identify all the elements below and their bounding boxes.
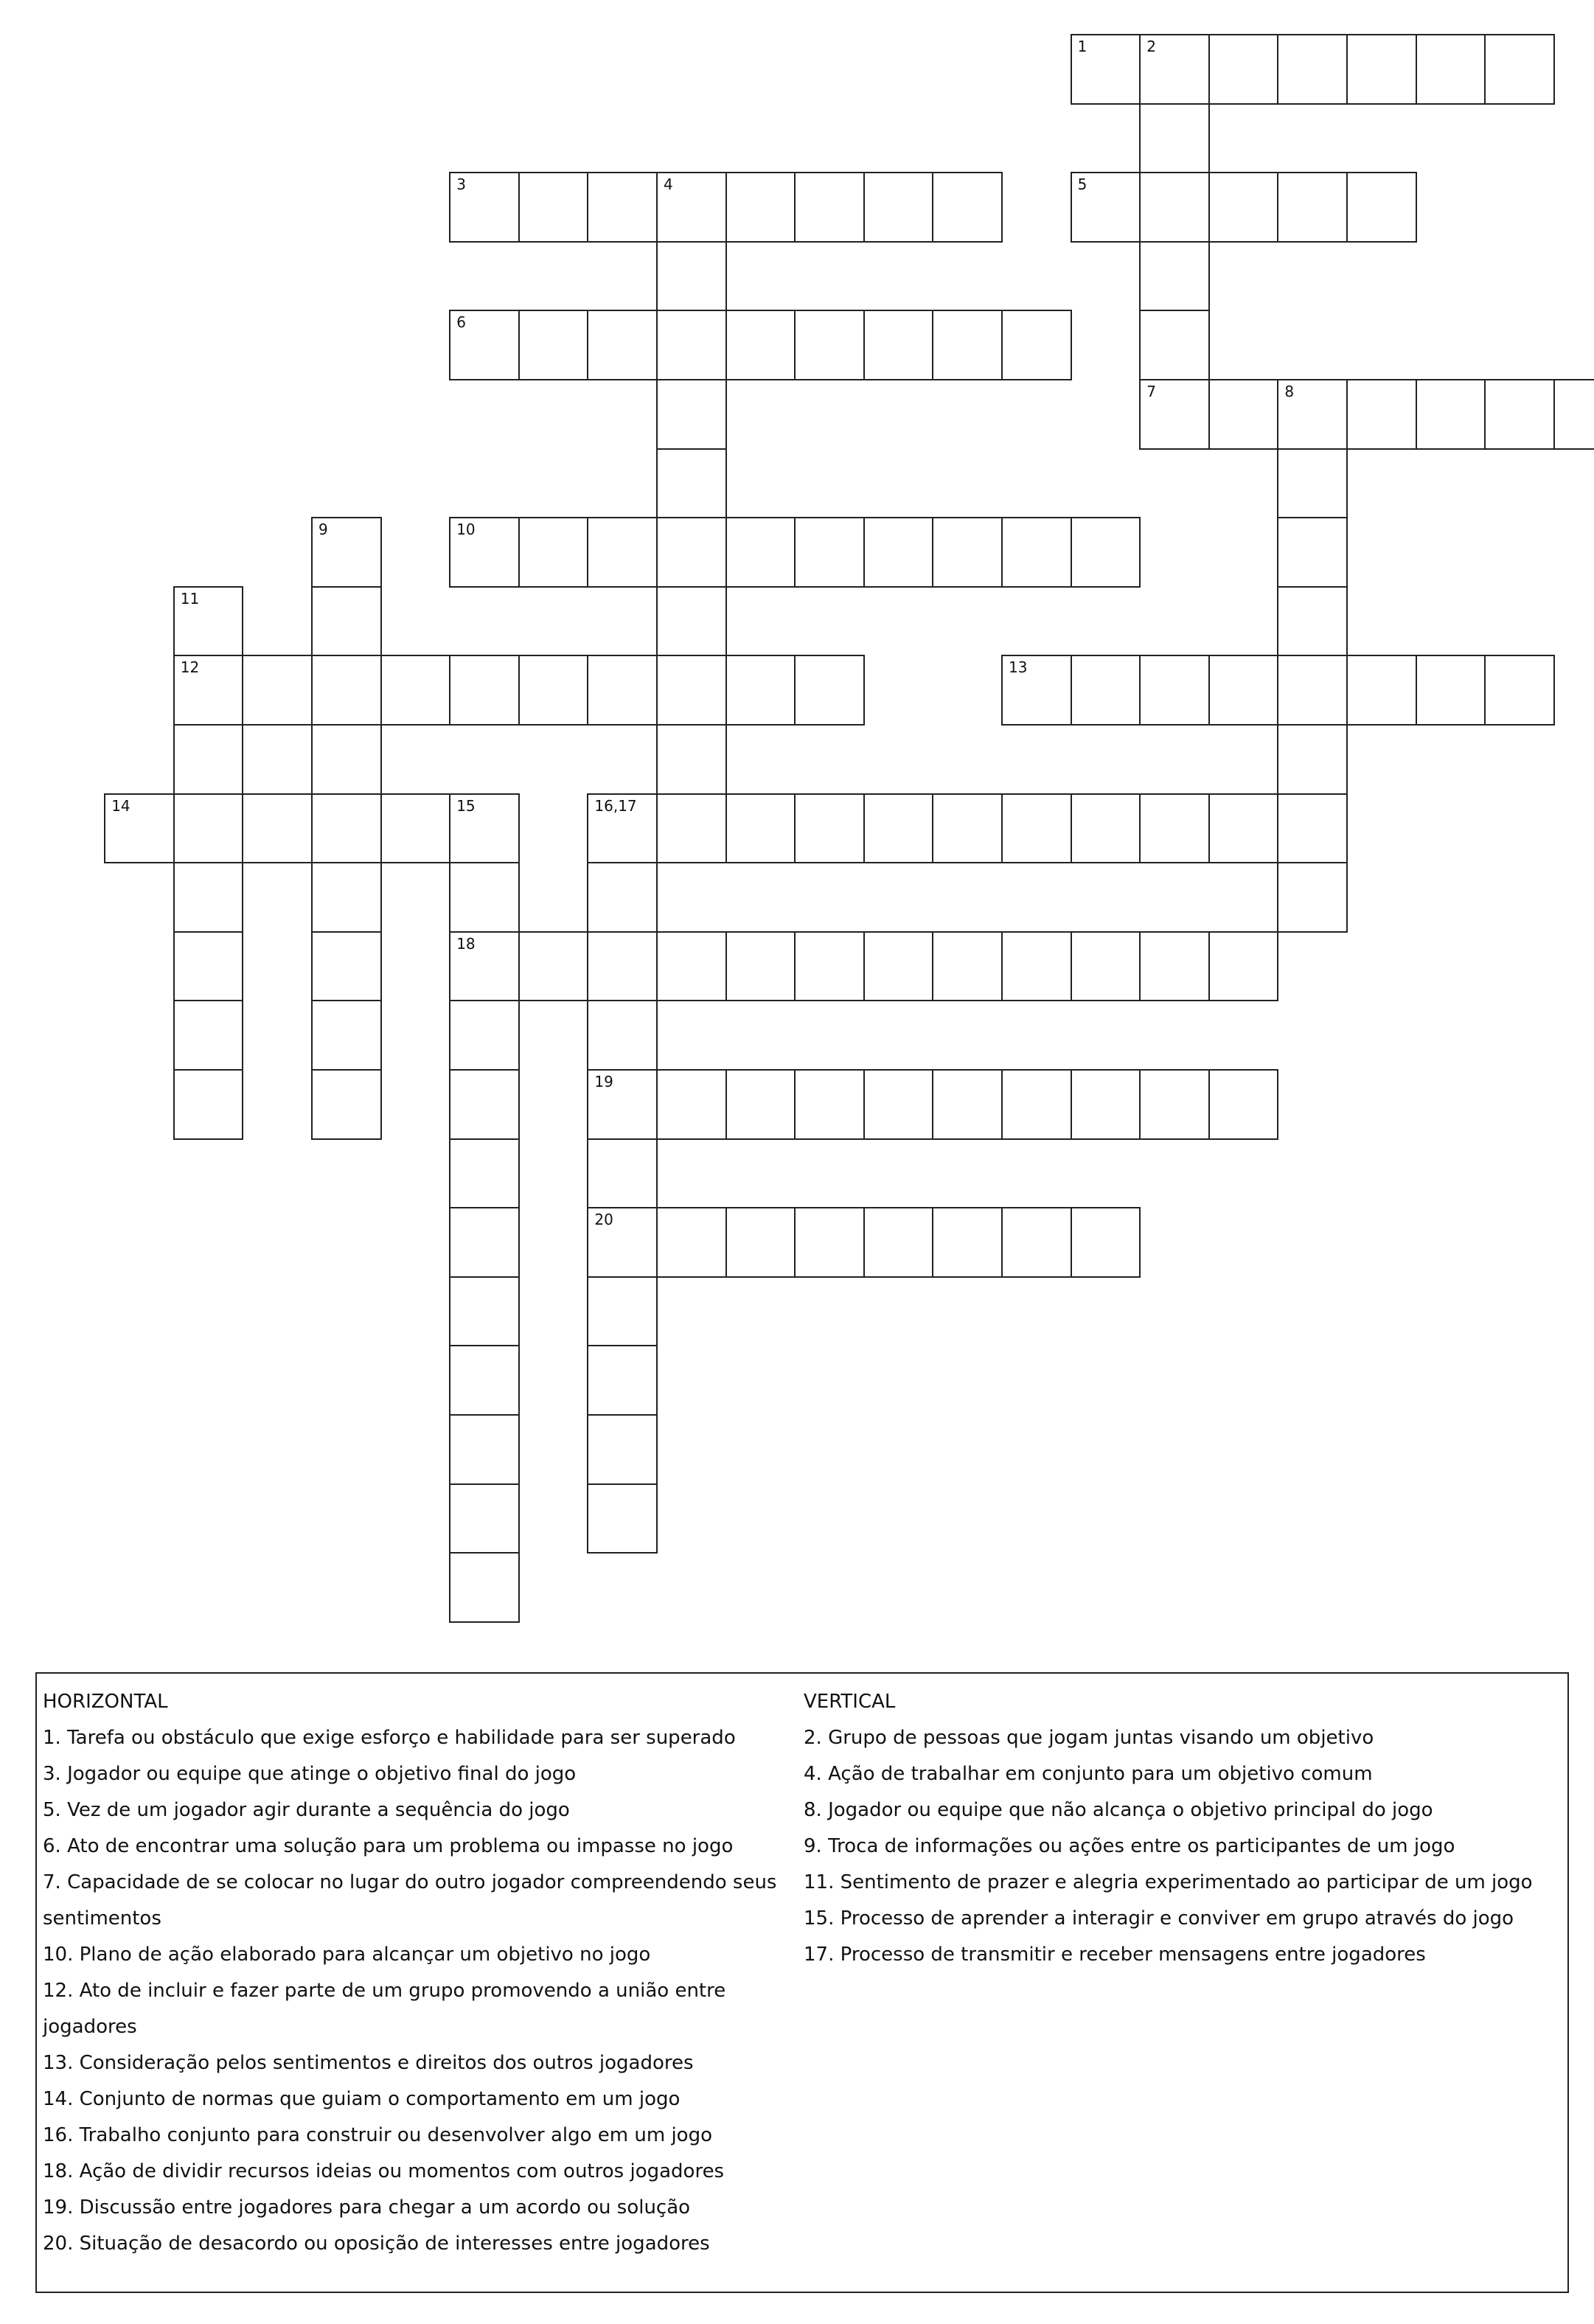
crossword-cell[interactable] [725, 310, 796, 380]
horizontal-clue: 20. Situação de desacordo ou oposição de interesses entre jogadores [43, 2233, 710, 2255]
crossword-cell[interactable] [725, 172, 796, 243]
crossword-cell[interactable] [380, 793, 451, 864]
crossword-cell[interactable] [794, 310, 865, 380]
crossword-cell[interactable] [311, 655, 382, 726]
crossword-cell[interactable] [656, 1069, 727, 1140]
horizontal-clues-column [43, 1684, 802, 2262]
clue-number: 13 [1009, 658, 1028, 677]
crossword-cell[interactable] [518, 172, 589, 243]
crossword-cell[interactable] [587, 310, 658, 380]
crossword-cell[interactable] [449, 517, 520, 588]
crossword-cell[interactable] [656, 655, 727, 726]
crossword-cell[interactable] [449, 655, 520, 726]
crossword-cell[interactable] [1071, 517, 1141, 588]
crossword-cell[interactable] [104, 793, 175, 864]
clue-number: 11 [180, 589, 200, 608]
crossword-cell[interactable] [863, 517, 934, 588]
clue-number: 18 [456, 934, 476, 953]
vertical-clues-column [804, 1684, 1563, 1973]
horizontal-clue: 1. Tarefa ou obstáculo que exige esforço e habilidade para ser superado [43, 1727, 736, 1749]
vertical-clue: 17. Processo de transmitir e receber mensagens entre jogadores [804, 1944, 1426, 1966]
crossword-cell[interactable] [173, 793, 244, 864]
crossword-cell[interactable] [518, 655, 589, 726]
crossword-cell[interactable] [311, 724, 382, 795]
crossword-cell[interactable] [1277, 655, 1348, 726]
crossword-cell[interactable] [311, 931, 382, 1002]
crossword-cell[interactable] [1484, 379, 1555, 450]
crossword-cell[interactable] [932, 310, 1003, 380]
crossword-cell[interactable] [932, 517, 1003, 588]
clue-number: 3 [456, 175, 466, 194]
crossword-cell[interactable] [1277, 34, 1348, 105]
horizontal-clue: 19. Discussão entre jogadores para chegar a um acordo ou solução [43, 2196, 691, 2219]
crossword-cell[interactable] [587, 172, 658, 243]
crossword-cell[interactable] [173, 931, 244, 1002]
clue-number: 9 [319, 521, 328, 539]
clue-number: 12 [180, 658, 200, 677]
crossword-cell[interactable] [1139, 34, 1210, 105]
crossword-cell[interactable] [1484, 34, 1555, 105]
crossword-cell[interactable] [173, 586, 244, 657]
horizontal-clue: sentimentos [43, 1907, 161, 1930]
crossword-cell[interactable] [380, 655, 451, 726]
crossword-cell[interactable] [1208, 931, 1279, 1002]
clue-number: 14 [111, 796, 130, 815]
crossword-cell[interactable] [1277, 793, 1348, 864]
horizontal-clue: 10. Plano de ação elaborado para alcançar um objetivo no jogo [43, 1944, 651, 1966]
crossword-cell[interactable] [1553, 379, 1594, 450]
crossword-cell[interactable] [1001, 655, 1072, 726]
clue-number: 4 [664, 175, 673, 194]
crossword-cell[interactable] [1071, 172, 1141, 243]
crossword-cell[interactable] [794, 172, 865, 243]
crossword-cell[interactable] [863, 1207, 934, 1278]
vertical-clue: 2. Grupo de pessoas que jogam juntas visando um objetivo [804, 1727, 1374, 1749]
crossword-cell[interactable] [656, 793, 727, 864]
crossword-cell[interactable] [1346, 34, 1417, 105]
crossword-cell[interactable] [587, 1000, 658, 1071]
crossword-cell[interactable] [587, 1414, 658, 1485]
crossword-cell[interactable] [311, 1069, 382, 1140]
clue-number: 20 [594, 1211, 613, 1229]
crossword-cell[interactable] [173, 1069, 244, 1140]
crossword-cell[interactable] [1346, 172, 1417, 243]
crossword-cell[interactable] [656, 931, 727, 1002]
crossword-cell[interactable] [725, 1069, 796, 1140]
crossword-cell[interactable] [518, 310, 589, 380]
horizontal-clue: 14. Conjunto de normas que guiam o comportamento em um jogo [43, 2088, 681, 2110]
crossword-cell[interactable] [1071, 34, 1141, 105]
crossword-cell[interactable] [794, 1069, 865, 1140]
vertical-clue: 8. Jogador ou equipe que não alcança o objetivo principal do jogo [804, 1799, 1433, 1821]
crossword-cell[interactable] [1277, 448, 1348, 519]
crossword-cell[interactable] [449, 793, 520, 864]
crossword-cell[interactable] [587, 1345, 658, 1416]
crossword-cell[interactable] [1416, 655, 1486, 726]
crossword-cell[interactable] [932, 793, 1003, 864]
crossword-cell[interactable] [1277, 379, 1348, 450]
crossword-cell[interactable] [1416, 34, 1486, 105]
crossword-cell[interactable] [1139, 379, 1210, 450]
crossword-cell[interactable] [311, 1000, 382, 1071]
crossword-cell[interactable] [587, 655, 658, 726]
vertical-clue: 9. Troca de informações ou ações entre os participantes de um jogo [804, 1835, 1455, 1857]
crossword-cell[interactable] [311, 793, 382, 864]
crossword-cell[interactable] [587, 1138, 658, 1209]
crossword-cell[interactable] [656, 241, 727, 312]
crossword-cell[interactable] [587, 1207, 658, 1278]
crossword-cell[interactable] [449, 310, 520, 380]
crossword-cell[interactable] [587, 931, 658, 1002]
horizontal-clue: 16. Trabalho conjunto para construir ou desenvolver algo em um jogo [43, 2124, 712, 2146]
crossword-cell[interactable] [1208, 1069, 1279, 1140]
clue-number: 15 [456, 796, 476, 815]
crossword-cell[interactable] [1139, 655, 1210, 726]
crossword-cell[interactable] [725, 517, 796, 588]
crossword-cell[interactable] [1071, 793, 1141, 864]
crossword-cell[interactable] [1208, 655, 1279, 726]
horizontal-clue: 18. Ação de dividir recursos ideias ou momentos com outros jogadores [43, 2160, 725, 2182]
crossword-cell[interactable] [1484, 655, 1555, 726]
crossword-cell[interactable] [449, 1069, 520, 1140]
crossword-cell[interactable] [725, 655, 796, 726]
crossword-cell[interactable] [863, 1069, 934, 1140]
crossword-cell[interactable] [1139, 931, 1210, 1002]
crossword-cell[interactable] [242, 793, 313, 864]
horizontal-clue: 5. Vez de um jogador agir durante a sequência do jogo [43, 1799, 570, 1821]
horizontal-clue: 7. Capacidade de se colocar no lugar do outro jogador compreendendo seus [43, 1871, 777, 1893]
crossword-cell[interactable] [725, 793, 796, 864]
crossword-cell[interactable] [863, 793, 934, 864]
crossword-cell[interactable] [587, 1483, 658, 1554]
crossword-cell[interactable] [1001, 517, 1072, 588]
crossword-cell[interactable] [1139, 310, 1210, 380]
clue-number: 10 [456, 521, 476, 539]
vertical-clue: 15. Processo de aprender a interagir e conviver em grupo através do jogo [804, 1907, 1514, 1930]
crossword-cell[interactable] [1001, 931, 1072, 1002]
crossword-cell[interactable] [1071, 655, 1141, 726]
crossword-cell[interactable] [1416, 379, 1486, 450]
crossword-cell[interactable] [449, 1345, 520, 1416]
crossword-cell[interactable] [587, 793, 658, 864]
crossword-cell[interactable] [1277, 517, 1348, 588]
crossword-cell[interactable] [656, 172, 727, 243]
horizontal-clue: 6. Ato de encontrar uma solução para um problema ou impasse no jogo [43, 1835, 734, 1857]
crossword-cell[interactable] [311, 586, 382, 657]
clue-number: 7 [1146, 383, 1156, 400]
crossword-cell[interactable] [1139, 103, 1210, 174]
crossword-cell[interactable] [449, 1000, 520, 1071]
crossword-cell[interactable] [1208, 379, 1279, 450]
crossword-cell[interactable] [518, 517, 589, 588]
crossword-cell[interactable] [863, 310, 934, 380]
crossword-cell[interactable] [656, 724, 727, 795]
crossword-cell[interactable] [449, 931, 520, 1002]
crossword-cell[interactable] [449, 1552, 520, 1623]
clue-number: 19 [594, 1073, 613, 1090]
clue-number: 6 [456, 313, 466, 332]
crossword-cell[interactable] [1277, 172, 1348, 243]
crossword-cell[interactable] [1346, 379, 1417, 450]
crossword-cell[interactable] [173, 1000, 244, 1071]
clue-number: 5 [1077, 175, 1087, 194]
crossword-cell[interactable] [656, 379, 727, 450]
crossword-cell[interactable] [587, 862, 658, 933]
vertical-clue: 11. Sentimento de prazer e alegria experimentado ao participar de um jogo [804, 1871, 1533, 1893]
crossword-cell[interactable] [1139, 241, 1210, 312]
crossword-cell[interactable] [587, 517, 658, 588]
clue-number: 8 [1284, 383, 1295, 400]
crossword-cell[interactable] [1139, 793, 1210, 864]
crossword-cell[interactable] [1208, 793, 1279, 864]
crossword-cell[interactable] [932, 1207, 1003, 1278]
crossword-cell[interactable] [725, 931, 796, 1002]
crossword-cell[interactable] [1208, 34, 1279, 105]
crossword-cell[interactable] [173, 862, 244, 933]
crossword-cell[interactable] [656, 1207, 727, 1278]
crossword-cell[interactable] [725, 1207, 796, 1278]
vertical-clue: 4. Ação de trabalhar em conjunto para um objetivo comum [804, 1763, 1373, 1785]
crossword-cell[interactable] [1277, 586, 1348, 657]
horizontal-clue: 12. Ato de incluir e fazer parte de um grupo promovendo a união entre [43, 1980, 726, 2002]
crossword-cell[interactable] [1208, 172, 1279, 243]
crossword-cell[interactable] [449, 1207, 520, 1278]
crossword-cell[interactable] [449, 1414, 520, 1485]
crossword-cell[interactable] [863, 931, 934, 1002]
crossword-cell[interactable] [173, 655, 244, 726]
crossword-cell[interactable] [1277, 862, 1348, 933]
crossword-cell[interactable] [656, 586, 727, 657]
crossword-cell[interactable] [1346, 655, 1417, 726]
crossword-cell[interactable] [932, 931, 1003, 1002]
clue-number: 2 [1146, 38, 1156, 55]
crossword-cell[interactable] [794, 517, 865, 588]
crossword-cell[interactable] [656, 310, 727, 380]
crossword-cell[interactable] [794, 1207, 865, 1278]
crossword-cell[interactable] [932, 172, 1003, 243]
crossword-cell[interactable] [242, 655, 313, 726]
clue-number: 1 [1077, 38, 1087, 55]
crossword-cell[interactable] [449, 1138, 520, 1209]
crossword-cell[interactable] [794, 931, 865, 1002]
crossword-cell[interactable] [311, 517, 382, 588]
crossword-cell[interactable] [449, 1483, 520, 1554]
crossword-cell[interactable] [1001, 1069, 1072, 1140]
crossword-cell[interactable] [794, 793, 865, 864]
crossword-cell[interactable] [1071, 1069, 1141, 1140]
horizontal-clue: jogadores [43, 2016, 137, 2038]
clue-number: 16,17 [594, 796, 637, 815]
crossword-cell[interactable] [1071, 1207, 1141, 1278]
clues-panel [35, 1672, 1569, 2293]
vertical-heading: VERTICAL [804, 1691, 896, 1713]
crossword-cell[interactable] [656, 517, 727, 588]
horizontal-clue: 13. Consideração pelos sentimentos e direitos dos outros jogadores [43, 2052, 694, 2074]
crossword-cell[interactable] [656, 448, 727, 519]
crossword-cell[interactable] [587, 1069, 658, 1140]
crossword-cell[interactable] [518, 931, 589, 1002]
crossword-cell[interactable] [311, 862, 382, 933]
crossword-cell[interactable] [1139, 1069, 1210, 1140]
crossword-cell[interactable] [863, 172, 934, 243]
crossword-cell[interactable] [1071, 931, 1141, 1002]
crossword-cell[interactable] [449, 862, 520, 933]
crossword-cell[interactable] [449, 1276, 520, 1347]
horizontal-clue: 3. Jogador ou equipe que atinge o objetivo final do jogo [43, 1763, 577, 1785]
crossword-cell[interactable] [794, 655, 865, 726]
crossword-cell[interactable] [173, 724, 244, 795]
crossword-cell[interactable] [449, 172, 520, 243]
crossword-cell[interactable] [1001, 1207, 1072, 1278]
crossword-cell[interactable] [587, 1276, 658, 1347]
crossword-cell[interactable] [1001, 310, 1072, 380]
crossword-cell[interactable] [1139, 172, 1210, 243]
crossword-cell[interactable] [1277, 724, 1348, 795]
crossword-cell[interactable] [932, 1069, 1003, 1140]
crossword-cell[interactable] [1001, 793, 1072, 864]
horizontal-heading: HORIZONTAL [43, 1691, 168, 1713]
